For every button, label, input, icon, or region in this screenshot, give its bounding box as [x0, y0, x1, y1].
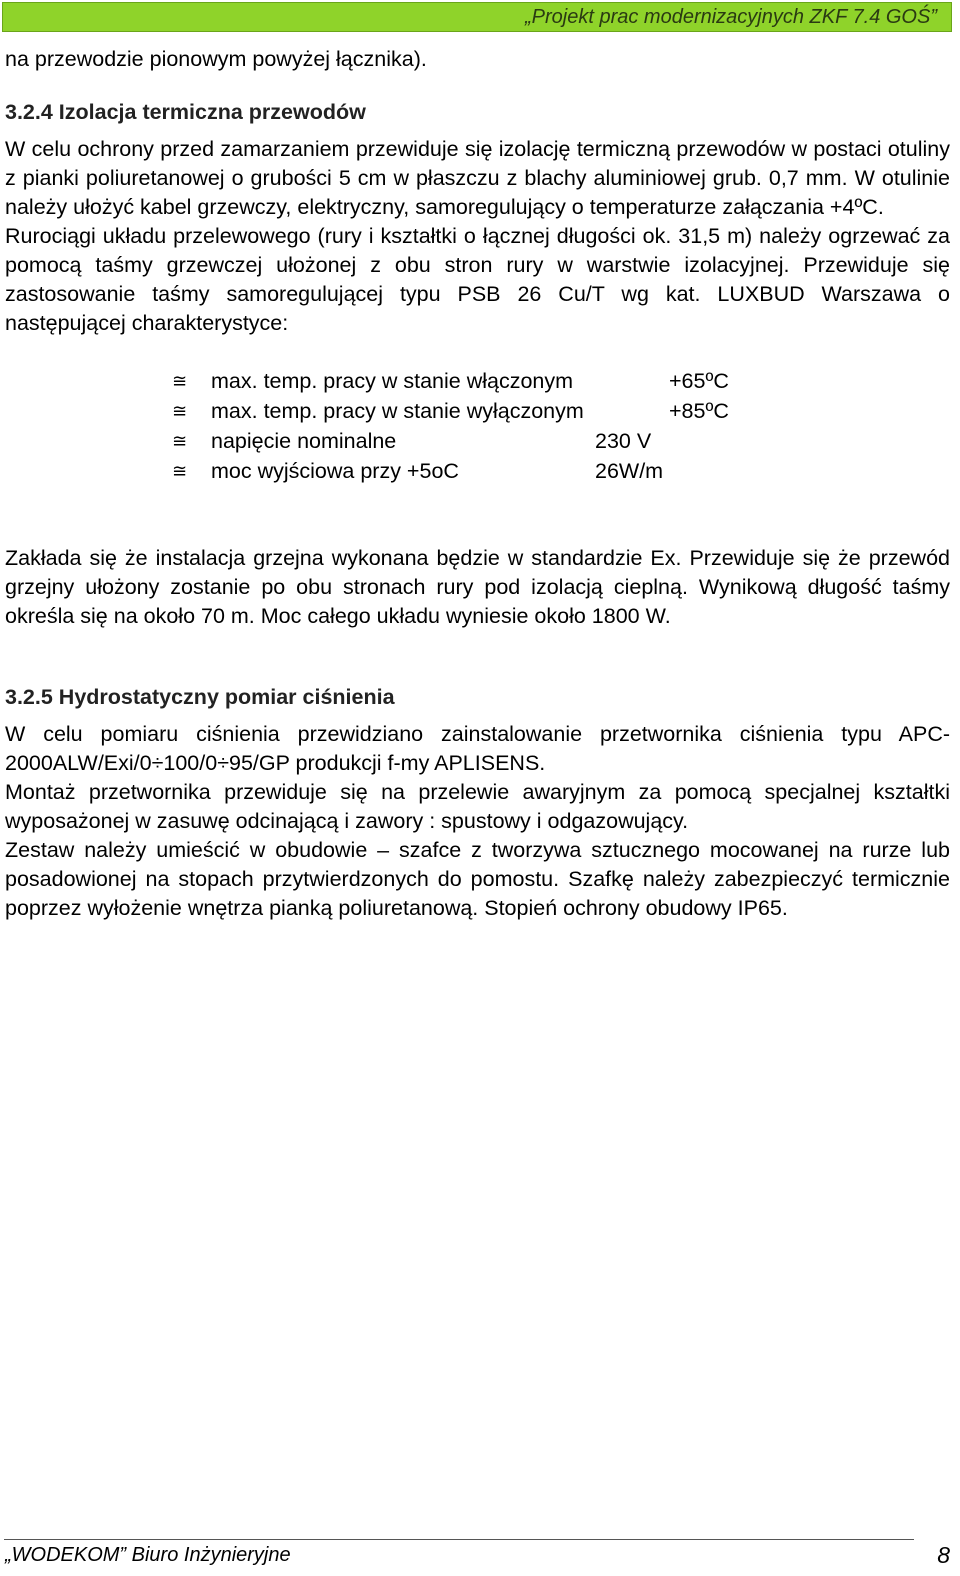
page-number: 8 [937, 1542, 950, 1568]
section-324-closing: Zakłada się że instalacja grzejna wykonana będzie w standardzie Ex. Przewiduje się że przewód grzejny ułożony zostanie po obu stronach rury pod izolacją cieplną. Wynikową długość taśmy określa się na około 70 m. Moc całego układu wyniesie około 1800 W. [5, 546, 950, 628]
section-heading-325: 3.2.5 Hydrostatyczny pomiar ciśnienia [5, 685, 395, 709]
footer-divider [4, 1539, 914, 1540]
spec-value: 26W/m [595, 459, 664, 483]
approx-bullet-icon: ≅ [172, 371, 188, 391]
paragraph: W celu pomiaru ciśnienia przewidziano zainstalowanie przetwornika ciśnienia typu APC-2000ALW/Exi/0÷100/0÷95/GP produkcji f-my APLISENS. [5, 722, 950, 775]
header-bar [2, 2, 952, 32]
spec-label: max. temp. pracy w stanie włączonym [211, 369, 574, 393]
paragraph: W celu ochrony przed zamarzaniem przewiduje się izolację termiczną przewodów w postaci otuliny z pianki poliuretanowej o grubości 5 cm w płaszczu z blachy aluminiowej grub. 0,7 mm. W otulinie należy ułożyć kabel grzewczy, elektryczny, samoregulujący o temperaturze załączania +4ºC. [5, 137, 950, 219]
section-324-body [5, 135, 950, 338]
section-325-body [5, 720, 950, 923]
paragraph: Zestaw należy umieścić w obudowie – szafce z tworzywa sztucznego mocowanej na rurze lub posadowionej na stopach przytwierdzonych do pomostu. Szafkę należy zabezpieczyć termicznie poprzez wyłożenie wnętrza pianką poliuretanową. Stopień ochrony obudowy IP65. [5, 838, 950, 920]
spec-value: +85ºC [669, 399, 729, 423]
spec-value: +65ºC [669, 369, 729, 393]
spec-label: napięcie nominalne [211, 429, 397, 453]
section-heading-324: 3.2.4 Izolacja termiczna przewodów [5, 100, 366, 124]
footer-company: „WODEKOM” Biuro Inżynieryjne [5, 1544, 291, 1566]
paragraph: Montaż przetwornika przewiduje się na przelewie awaryjnym za pomocą specjalnej kształtki wyposażonej w zasuwę odcinającą i zawory : spustowy i odgazowujący. [5, 780, 950, 833]
spec-label: max. temp. pracy w stanie wyłączonym [211, 399, 584, 423]
approx-bullet-icon: ≅ [172, 461, 188, 481]
spec-value: 230 V [595, 429, 652, 453]
approx-bullet-icon: ≅ [172, 431, 188, 451]
header-title: „Projekt prac modernizacyjnych ZKF 7.4 GOŚ” [525, 6, 937, 28]
paragraph: Rurociągi układu przelewowego (rury i kształtki o łącznej długości ok. 31,5 m) należy ogrzewać za pomocą taśmy grzewczej ułożonej z obu stron rury w warstwie izolacyjnej. Przewiduje się zastosowanie taśmy samoregulującej typu PSB 26 Cu/T wg kat. LUXBUD Warszawa o następującej charakterystyce: [5, 224, 950, 335]
approx-bullet-icon: ≅ [172, 401, 188, 421]
spec-label: moc wyjściowa przy +5oC [211, 459, 459, 483]
intro-line: na przewodzie pionowym powyżej łącznika). [5, 47, 427, 71]
